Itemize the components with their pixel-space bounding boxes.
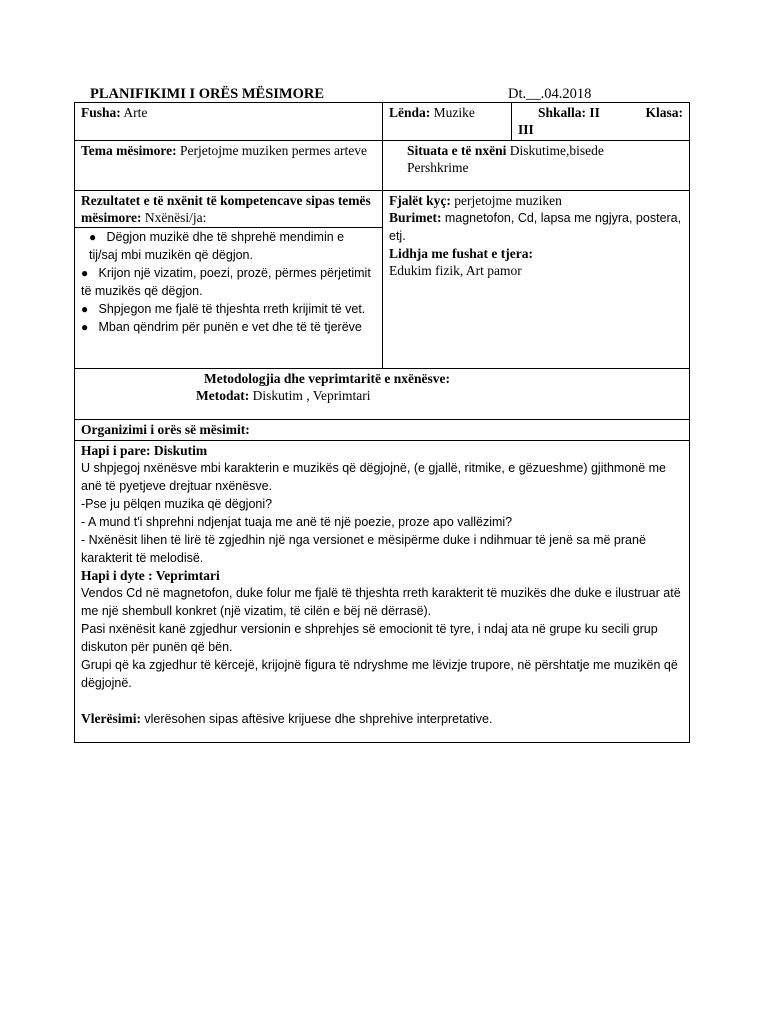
shkalla-label: Shkalla: II [538, 105, 600, 120]
cell-shkalla-klasa [512, 103, 690, 141]
fusha-label: Fusha: [81, 105, 121, 120]
klasa-value: III [518, 122, 534, 137]
hapi2-body [81, 584, 683, 692]
paragraph: Pasi nxënësit kanë zgjedhur versionin e shprehjes së emocionit të tyre, i ndaj ata në grupe ku secili grup diskuton për punën që bën. [81, 622, 658, 654]
paragraph: -Pse ju pëlqen muzika që dëgjoni? [81, 497, 273, 511]
row-fusha [75, 103, 690, 141]
cell-lenda [383, 103, 512, 141]
paragraph: Grupi që ka zgjedhur të kërcejë, krijojnë figura të ndryshme me lëvizje trupore, në përshtatje me muzikën që dëgjojnë. [81, 658, 678, 690]
situata-value: Diskutime,bisede [509, 143, 604, 158]
bullet-icon: ● [81, 302, 89, 316]
fusha-value: Arte [123, 105, 148, 120]
metodologjia-heading: Metodologjia dhe veprimtaritë e nxënësve: [204, 371, 450, 386]
row-rezultatet [75, 191, 690, 369]
cell-situata [383, 141, 690, 191]
row-organizimi [75, 420, 690, 441]
fjalet-value: perjetojme muziken [454, 193, 562, 208]
situata-label: Situata e të nxëni [407, 143, 507, 158]
klasa-label: Klasa: [645, 105, 683, 120]
bullet-icon: ● [81, 266, 89, 280]
results-list [75, 227, 382, 336]
document-date: Dt.__.04.2018 [508, 86, 592, 102]
lesson-plan-table [74, 102, 690, 743]
row-tema [75, 141, 690, 191]
paragraph: - A mund t'i shprehni ndjenjat tuaja me anë të një poezie, proze apo vallëzimi? [81, 515, 513, 529]
tema-value: Perjetojme muziken permes arteve [179, 143, 368, 158]
cell-fusha [75, 103, 383, 141]
paragraph: Vendos Cd në magnetofon, duke folur me fjalë të thjeshta rreth karakterit të muzikës dhe duke e ilustruar atë me një shembull konkret (një vizatim, të cilën e bëj në dërrasë). [81, 586, 681, 618]
list-item: ● Krijon një vizatim, poezi, prozë, përmes përjetimit të muzikës që dëgjon. [81, 266, 371, 298]
cell-fjalet [383, 191, 690, 369]
cell-rezultatet [75, 191, 383, 369]
bullet-icon: ● [81, 320, 89, 334]
tema-label: Tema mësimore [81, 143, 173, 158]
fjalet-label: Fjalët kyç: [389, 193, 451, 208]
lidhja-label: Lidhja me fushat e tjera: [389, 246, 533, 261]
lenda-label: Lënda: [389, 105, 431, 120]
cell-tema: Tema mësimore: Perjetojme muziken permes arteve [75, 141, 383, 191]
list-item: ● Mban qëndrim për punën e vet dhe të të tjerëve [81, 320, 362, 334]
cell-metodologjia [75, 369, 690, 420]
rezultatet-label: Rezultatet e të nxënit të kompetencave sipas temës mësimore: [81, 193, 371, 225]
document-title: PLANIFIKIMI I ORËS MËSIMORE [90, 86, 325, 102]
vleresimi-label: Vlerësimi: [81, 711, 141, 726]
paragraph: - Nxënësit lihen të lirë të zgjedhin një nga versionet e mësipërme duke i ndihmuar të jenë sa më pranë karakterit të melodisë. [81, 533, 646, 565]
hapi1-body [81, 459, 683, 567]
cell-hapat [75, 441, 690, 743]
lidhja-value: Edukim fizik, Art pamor [389, 263, 522, 278]
bullet-icon: ● [89, 230, 97, 244]
paragraph: U shpjegoj nxënësve mbi karakterin e muzikës që dëgjojnë, (e gjallë, ritmike, e gëzueshme) gjithmonë me anë të pyetjeve drejtuar nxënësve. [81, 461, 667, 493]
organizimi-heading: Organizimi i orës së mësimit: [75, 420, 690, 441]
row-hapat [75, 441, 690, 743]
burimet-value: magnetofon, Cd, lapsa me ngjyra, postera, etj. [389, 211, 682, 243]
lenda-value: Muzike [433, 105, 475, 120]
hapi1-title: Hapi i pare: Diskutim [81, 443, 208, 458]
burimet-label: Burimet: [389, 210, 442, 225]
hapi2-title: Hapi i dyte : Veprimtari [81, 568, 220, 583]
metodat-value: Diskutim , Veprimtari [252, 388, 371, 403]
row-metodologjia [75, 369, 690, 420]
vleresimi-value: vlerësohen sipas aftësive krijuese dhe shprehive interpretative. [144, 712, 493, 726]
metodat-label: Metodat: [196, 388, 250, 403]
situata-value-2: Pershkrime [407, 160, 469, 175]
list-item: ● Shpjegon me fjalë të thjeshta rreth krijimit të vet. [81, 302, 366, 316]
list-item: ● Dëgjon muzikë dhe të shprehë mendimin e tij/saj mbi muzikën që dëgjon. [89, 230, 345, 262]
rezultatet-suffix: Nxënësi/ja: [144, 210, 207, 225]
